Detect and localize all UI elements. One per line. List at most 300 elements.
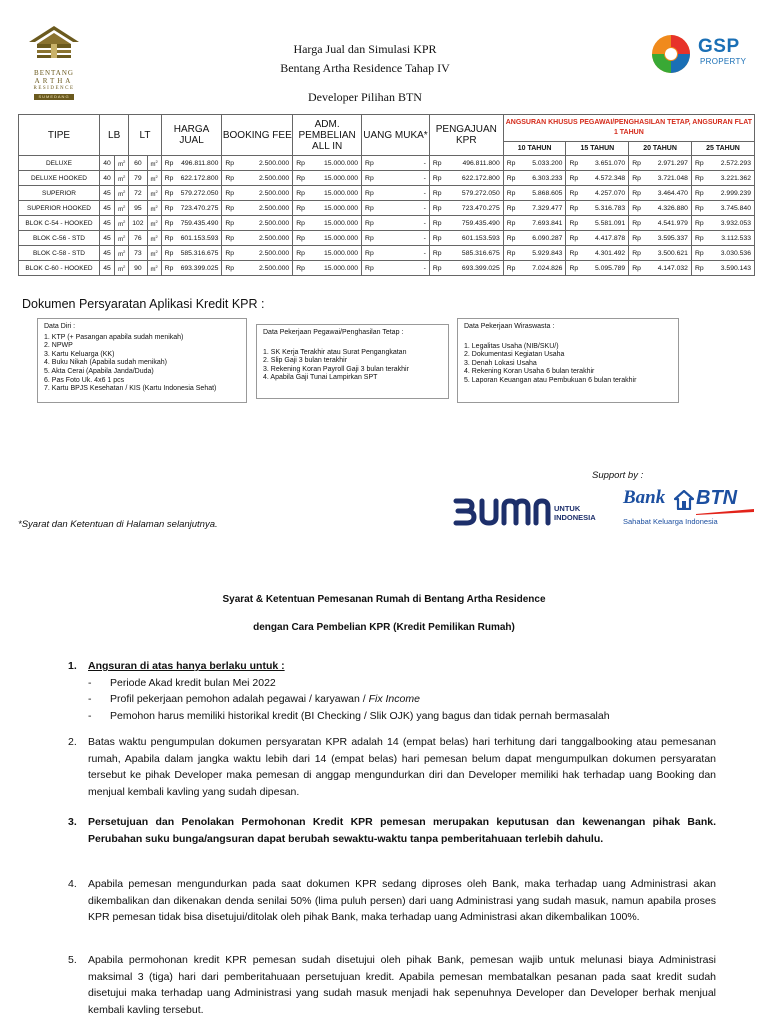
currency-cell: Rp (161, 186, 175, 201)
col-header-uang-muka: UANG MUKA* (362, 115, 430, 156)
table-row (19, 186, 755, 201)
logo-text-sumedang: SUMEDANG (34, 94, 74, 100)
syarat-note: *Syarat dan Ketentuan di Halaman selanjutnya. (18, 519, 218, 530)
table-cell-a10: 6.303.233 (518, 171, 566, 186)
currency-cell: Rp (161, 171, 175, 186)
unit-superscript: 2 (155, 203, 158, 209)
currency-cell: Rp (503, 171, 518, 186)
col-header-harga-jual: HARGA JUAL (161, 115, 222, 156)
table-cell-adm: 15.000.000 (308, 261, 362, 276)
terms-title (0, 589, 768, 639)
table-row (19, 261, 755, 276)
currency-cell: Rp (362, 216, 377, 231)
table-cell-harga: 579.272.050 (175, 186, 222, 201)
house-emblem-icon (25, 24, 83, 64)
unit-cell (147, 261, 161, 276)
currency-cell: Rp (691, 171, 706, 186)
table-cell-a25: 3.932.053 (707, 216, 755, 231)
gsp-property-logo (648, 32, 752, 76)
table-cell-a10: 6.090.287 (518, 231, 566, 246)
table-cell-a25: 3.221.362 (707, 171, 755, 186)
table-cell-adm: 15.000.000 (308, 156, 362, 171)
unit-cell (147, 201, 161, 216)
unit-text: m (118, 266, 124, 273)
table-cell-adm: 15.000.000 (308, 186, 362, 201)
price-table (18, 114, 755, 276)
title-line-2: Bentang Artha Residence Tahap IV (280, 61, 450, 75)
list-item: 2. NPWP (44, 342, 73, 350)
currency-cell: Rp (429, 231, 444, 246)
unit-cell (115, 156, 129, 171)
list-item-text: Pemohon harus memiliki historikal kredit (BI Checking / Slik OJK) yang bagus dan tidak pernah bermasalah (110, 709, 610, 722)
table-cell-tipe: SUPERIOR HOOKED (19, 201, 100, 216)
unit-text: m (118, 206, 124, 213)
table-cell-a25: 2.999.239 (707, 186, 755, 201)
currency-cell: Rp (161, 231, 175, 246)
currency-cell: Rp (293, 186, 308, 201)
table-cell-lb: 45 (99, 201, 114, 216)
bumn-indonesia-text: INDONESIA (554, 513, 596, 522)
table-cell-lt: 90 (129, 261, 147, 276)
list-item: 2. Dokumentasi Kegiatan Usaha (464, 351, 565, 359)
table-cell-dp: - (377, 216, 430, 231)
table-cell-a10: 5.929.843 (518, 246, 566, 261)
unit-superscript: 2 (123, 158, 126, 164)
bumn-untuk-indonesia-logo (452, 493, 612, 529)
currency-cell: Rp (629, 171, 644, 186)
table-cell-lb: 45 (99, 216, 114, 231)
gsp-logo-subtext: PROPERTY (700, 57, 747, 66)
btn-bank-text: Bank (623, 487, 666, 508)
currency-cell: Rp (161, 156, 175, 171)
unit-text: m (150, 191, 156, 198)
document-title-block (200, 40, 530, 107)
list-item: 4. Buku Nikah (Apabila sudah menikah) (44, 359, 167, 367)
table-cell-a25: 3.030.536 (707, 246, 755, 261)
list-item: 4. Rekening Koran Usaha 6 bulan terakhir (464, 368, 595, 376)
table-cell-lb: 40 (99, 156, 114, 171)
term-4 (68, 876, 716, 926)
bumn-wordmark-icon (452, 493, 552, 529)
table-cell-lt: 60 (129, 156, 147, 171)
table-cell-tipe: BLOK C-56 - STD (19, 231, 100, 246)
unit-superscript: 2 (155, 188, 158, 194)
currency-cell: Rp (566, 156, 581, 171)
col-header-lt: LT (129, 115, 161, 156)
table-cell-booking: 2.500.000 (237, 216, 293, 231)
unit-text: m (118, 176, 124, 183)
table-cell-tipe: SUPERIOR (19, 186, 100, 201)
table-cell-lt: 79 (129, 171, 147, 186)
table-cell-adm: 15.000.000 (308, 231, 362, 246)
col-header-tipe: TIPE (19, 115, 100, 156)
unit-superscript: 2 (123, 203, 126, 209)
currency-cell: Rp (566, 201, 581, 216)
currency-cell: Rp (691, 246, 706, 261)
bumn-untuk-text: UNTUK (554, 504, 581, 513)
dash-marker: - (88, 676, 92, 689)
currency-cell: Rp (429, 246, 444, 261)
currency-cell: Rp (629, 261, 644, 276)
table-cell-harga: 496.811.800 (175, 156, 222, 171)
currency-cell: Rp (161, 246, 175, 261)
table-cell-tipe: BLOK C-60 - HOOKED (19, 261, 100, 276)
currency-cell: Rp (362, 186, 377, 201)
unit-superscript: 2 (123, 218, 126, 224)
term-number: 2. (68, 736, 77, 748)
list-item: 2. Slip Gaji 3 bulan terakhir (263, 357, 348, 365)
table-cell-kpr: 585.316.675 (445, 246, 504, 261)
currency-cell: Rp (222, 156, 237, 171)
term-2 (68, 734, 716, 800)
currency-cell: Rp (503, 246, 518, 261)
currency-cell: Rp (691, 201, 706, 216)
list-item: 6. Pas Foto Uk. 4x6 1 pcs (44, 376, 125, 384)
currency-cell: Rp (503, 231, 518, 246)
list-item: 4. Apabila Gaji Tunai Lampirkan SPT (263, 374, 378, 382)
currency-cell: Rp (691, 231, 706, 246)
table-cell-kpr: 622.172.800 (445, 171, 504, 186)
terms-title-line-2: dengan Cara Pembelian KPR (Kredit Pemilikan Rumah) (253, 622, 515, 633)
table-cell-dp: - (377, 201, 430, 216)
table-cell-booking: 2.500.000 (237, 231, 293, 246)
list-item: 1. KTP (+ Pasangan apabila sudah menikah) (44, 333, 184, 341)
table-cell-harga: 622.172.800 (175, 171, 222, 186)
list-item: 1. Legalitas Usaha (NIB/SKU/) (464, 342, 559, 350)
table-cell-a20: 3.464.470 (644, 186, 692, 201)
term-3-text: Persetujuan dan Penolakan Permohonan Kredit KPR pemesan merupakan keputusan dan kewenangan pihak Bank. Perubahan suku bunga/angsuran dapat berubah sewaktu-waktu tanpa pemberitahuaan terlebih dahulu. (88, 816, 716, 845)
currency-cell: Rp (293, 156, 308, 171)
term-1-sublist (88, 675, 716, 725)
data-wiraswasta-title: Data Pekerjaan Wiraswasta : (464, 323, 555, 330)
list-item: 5. Akta Cerai (Apabila Janda/Duda) (44, 367, 154, 375)
term-5 (68, 952, 716, 1018)
unit-cell (147, 216, 161, 231)
term-4-text: Apabila pemesan mengundurkan pada saat dokumen KPR sedang diproses oleh Bank, maka terhadap uang Administrasi akan dikembalikan dan dikenakan denda senilai 50% (lima puluh persen) dari uang Administrasi yang sudah masuk, namun apabila proses KPR pemesan tidak bisa disetujui/ditolak oleh pihak Bank, maka terhadap uang Administrasi akan dikembalikan 100%. (88, 878, 716, 923)
currency-cell: Rp (691, 156, 706, 171)
btn-swoosh-icon (696, 509, 754, 515)
unit-text: m (118, 251, 124, 258)
table-cell-kpr: 579.272.050 (445, 186, 504, 201)
table-cell-a10: 5.868.605 (518, 186, 566, 201)
unit-cell (147, 156, 161, 171)
term-1 (68, 658, 716, 724)
unit-cell (147, 171, 161, 186)
table-cell-lt: 72 (129, 186, 147, 201)
table-cell-a15: 3.651.070 (581, 156, 629, 171)
currency-cell: Rp (293, 261, 308, 276)
unit-superscript: 2 (123, 188, 126, 194)
table-cell-tipe: DELUXE HOOKED (19, 171, 100, 186)
col-header-angsuran-khusus: ANGSURAN KHUSUS PEGAWAI/PENGHASILAN TETAP, ANGSURAN FLAT 1 TAHUN (503, 115, 754, 142)
bank-btn-logo (620, 487, 760, 531)
table-cell-lb: 40 (99, 171, 114, 186)
logo-text-artha: ARTHA (34, 77, 74, 85)
unit-cell (115, 261, 129, 276)
currency-cell: Rp (293, 201, 308, 216)
table-cell-a20: 4.541.979 (644, 216, 692, 231)
currency-cell: Rp (293, 216, 308, 231)
table-cell-a25: 3.112.533 (707, 231, 755, 246)
term-number: 1. (68, 660, 77, 672)
currency-cell: Rp (566, 246, 581, 261)
dash-marker: - (88, 709, 92, 722)
currency-cell: Rp (629, 156, 644, 171)
unit-text: m (118, 161, 124, 168)
unit-superscript: 2 (155, 158, 158, 164)
table-cell-kpr: 601.153.593 (445, 231, 504, 246)
unit-text: m (150, 251, 156, 258)
btn-tagline: Sahabat Keluarga Indonesia (623, 517, 718, 526)
table-cell-lb: 45 (99, 186, 114, 201)
currency-cell: Rp (161, 201, 175, 216)
term-number: 4. (68, 878, 77, 890)
unit-text: m (150, 221, 156, 228)
table-row (19, 171, 755, 186)
table-cell-kpr: 723.470.275 (445, 201, 504, 216)
data-pegawai-title: Data Pekerjaan Pegawai/Penghasilan Tetap : (263, 329, 404, 336)
col-header-lb: LB (99, 115, 128, 156)
table-cell-harga: 759.435.490 (175, 216, 222, 231)
table-cell-a25: 2.572.293 (707, 156, 755, 171)
unit-text: m (150, 176, 156, 183)
list-item: 3. Denah Lokasi Usaha (464, 359, 537, 367)
unit-superscript: 2 (155, 173, 158, 179)
currency-cell: Rp (566, 261, 581, 276)
unit-text: m (118, 191, 124, 198)
data-diri-box (37, 318, 247, 403)
currency-cell: Rp (429, 261, 444, 276)
list-item: 1. SK Kerja Terakhir atau Surat Pengangkatan (263, 348, 407, 356)
support-label: Support by : (592, 470, 644, 481)
table-cell-harga: 693.399.025 (175, 261, 222, 276)
currency-cell: Rp (362, 246, 377, 261)
table-cell-a20: 2.971.297 (644, 156, 692, 171)
col-header-tenor-20: 20 TAHUN (629, 142, 692, 156)
table-row (19, 246, 755, 261)
currency-cell: Rp (222, 186, 237, 201)
table-cell-dp: - (377, 246, 430, 261)
table-cell-adm: 15.000.000 (308, 201, 362, 216)
table-header-row (19, 115, 755, 142)
unit-cell (115, 216, 129, 231)
table-cell-a20: 3.500.621 (644, 246, 692, 261)
col-header-pengajuan-kpr: PENGAJUAN KPR (429, 115, 503, 156)
term-number: 5. (68, 954, 77, 966)
table-cell-adm: 15.000.000 (308, 171, 362, 186)
terms-title-line-1: Syarat & Ketentuan Pemesanan Rumah di Bentang Artha Residence (222, 594, 546, 605)
price-table-body (19, 156, 755, 276)
currency-cell: Rp (566, 231, 581, 246)
unit-cell (147, 186, 161, 201)
data-diri-title: Data Diri : (44, 323, 76, 330)
col-header-booking-fee: BOOKING FEE (222, 115, 293, 156)
gsp-logo-text: GSP (698, 36, 740, 57)
currency-cell: Rp (222, 246, 237, 261)
list-item: 5. Laporan Keuangan atau Pembukuan 6 bulan terakhir (464, 376, 637, 384)
table-cell-a20: 4.326.880 (644, 201, 692, 216)
unit-superscript: 2 (123, 263, 126, 269)
currency-cell: Rp (503, 186, 518, 201)
table-cell-dp: - (377, 231, 430, 246)
currency-cell: Rp (429, 201, 444, 216)
currency-cell: Rp (222, 261, 237, 276)
currency-cell: Rp (293, 231, 308, 246)
table-cell-a15: 5.581.091 (581, 216, 629, 231)
table-cell-adm: 15.000.000 (308, 216, 362, 231)
currency-cell: Rp (566, 186, 581, 201)
table-cell-a15: 4.572.348 (581, 171, 629, 186)
currency-cell: Rp (222, 231, 237, 246)
currency-cell: Rp (566, 171, 581, 186)
unit-cell (147, 231, 161, 246)
btn-house-icon (674, 490, 694, 510)
unit-superscript: 2 (123, 248, 126, 254)
table-cell-harga: 585.316.675 (175, 246, 222, 261)
term-5-text: Apabila permohonan kredit KPR pemesan sudah disetujui oleh pihak Bank, pemesan wajib untuk melunasi biaya Administrasi maksimal 3 (tiga) hari dari pemberitahuaan persetujuan kredit. Apabila pemesan membatalkan pesanan pada saat kredit sudah disetujui maka terhadap uang Administrasi yang sudah masuk menjadi hak sepenuhnya Developer dan Developer berhak menjual kembali kavling tersebut. (88, 954, 716, 1016)
table-cell-lb: 45 (99, 231, 114, 246)
title-line-1: Harga Jual dan Simulasi KPR (293, 42, 437, 56)
table-cell-adm: 15.000.000 (308, 246, 362, 261)
gsp-swirl-icon (648, 32, 694, 76)
currency-cell: Rp (429, 156, 444, 171)
col-header-adm: ADM. PEMBELIAN ALL IN (293, 115, 362, 156)
table-cell-dp: - (377, 156, 430, 171)
table-row (19, 201, 755, 216)
currency-cell: Rp (629, 231, 644, 246)
table-cell-a15: 5.316.783 (581, 201, 629, 216)
table-cell-lt: 73 (129, 246, 147, 261)
unit-superscript: 2 (123, 173, 126, 179)
currency-cell: Rp (293, 171, 308, 186)
list-item: 3. Kartu Keluarga (KK) (44, 350, 115, 358)
unit-superscript: 2 (155, 248, 158, 254)
unit-text: m (118, 221, 124, 228)
table-cell-booking: 2.500.000 (237, 171, 293, 186)
unit-cell (147, 246, 161, 261)
currency-cell: Rp (691, 186, 706, 201)
table-cell-booking: 2.500.000 (237, 201, 293, 216)
data-pegawai-box (256, 324, 449, 399)
table-cell-dp: - (377, 261, 430, 276)
currency-cell: Rp (691, 216, 706, 231)
currency-cell: Rp (691, 261, 706, 276)
unit-cell (115, 171, 129, 186)
table-row (19, 156, 755, 171)
currency-cell: Rp (293, 246, 308, 261)
unit-superscript: 2 (155, 263, 158, 269)
btn-text: BTN (696, 487, 738, 509)
list-item (88, 691, 716, 708)
bentang-artha-logo (22, 24, 86, 100)
term-1-heading: Angsuran di atas hanya berlaku untuk : (88, 660, 285, 672)
currency-cell: Rp (222, 171, 237, 186)
unit-text: m (150, 236, 156, 243)
currency-cell: Rp (161, 261, 175, 276)
table-cell-harga: 723.470.275 (175, 201, 222, 216)
table-cell-tipe: BLOK C-58 - STD (19, 246, 100, 261)
table-cell-lt: 102 (129, 216, 147, 231)
table-cell-kpr: 693.399.025 (445, 261, 504, 276)
unit-superscript: 2 (155, 218, 158, 224)
currency-cell: Rp (629, 216, 644, 231)
table-cell-lb: 45 (99, 261, 114, 276)
table-cell-lt: 95 (129, 201, 147, 216)
table-cell-a10: 7.024.826 (518, 261, 566, 276)
currency-cell: Rp (222, 201, 237, 216)
currency-cell: Rp (362, 171, 377, 186)
table-cell-booking: 2.500.000 (237, 246, 293, 261)
table-cell-booking: 2.500.000 (237, 261, 293, 276)
table-cell-a15: 4.257.070 (581, 186, 629, 201)
list-item: 7. Kartu BPJS Kesehatan / KIS (Kartu Indonesia Sehat) (44, 385, 217, 393)
list-item-italic: Fix Income (368, 693, 420, 705)
logo-text-residence: RESIDENCE (33, 86, 75, 91)
unit-text: m (118, 236, 124, 243)
unit-cell (115, 246, 129, 261)
title-line-3: Developer Pilihan BTN (308, 90, 422, 104)
list-item (88, 708, 716, 725)
table-cell-a25: 3.745.840 (707, 201, 755, 216)
currency-cell: Rp (429, 171, 444, 186)
currency-cell: Rp (629, 246, 644, 261)
list-item-text: Profil pekerjaan pemohon adalah pegawai / karyawan / (110, 693, 369, 705)
currency-cell: Rp (503, 156, 518, 171)
unit-cell (115, 231, 129, 246)
table-cell-a20: 3.721.048 (644, 171, 692, 186)
currency-cell: Rp (161, 216, 175, 231)
table-cell-a10: 7.693.841 (518, 216, 566, 231)
term-2-text: Batas waktu pengumpulan dokumen persyaratan KPR adalah 14 (empat belas) hari terhitung dari tanggalbooking atau pemesanan rumah, Apabila dalam jangka waktu lebih dari 14 (empat belas) hari pemesan belum dapat mengumpulkan dokumen persyaratan tersebut ke pihak Developer maka pemesan di anggap mengundurkan diri dan Developer memiliki hak terhadap uang Booking dan menjual kembali kavling yang sudah dipesan. (88, 736, 716, 798)
unit-text: m (150, 266, 156, 273)
col-header-tenor-15: 15 TAHUN (566, 142, 629, 156)
dash-marker: - (88, 693, 92, 705)
currency-cell: Rp (629, 186, 644, 201)
table-cell-a20: 4.147.032 (644, 261, 692, 276)
table-cell-a10: 5.033.200 (518, 156, 566, 171)
list-item (88, 675, 716, 692)
table-cell-kpr: 759.435.490 (445, 216, 504, 231)
table-cell-a15: 4.417.878 (581, 231, 629, 246)
currency-cell: Rp (503, 216, 518, 231)
dokumen-title: Dokumen Persyaratan Aplikasi Kredit KPR : (22, 297, 265, 311)
currency-cell: Rp (362, 261, 377, 276)
table-cell-booking: 2.500.000 (237, 186, 293, 201)
table-cell-a10: 7.329.477 (518, 201, 566, 216)
col-header-tenor-10: 10 TAHUN (503, 142, 566, 156)
currency-cell: Rp (362, 231, 377, 246)
currency-cell: Rp (503, 261, 518, 276)
list-item: 3. Rekening Koran Payroll Gaji 3 bulan terakhir (263, 365, 409, 373)
term-3 (68, 814, 716, 847)
table-cell-a25: 3.590.143 (707, 261, 755, 276)
col-header-tenor-25: 25 TAHUN (691, 142, 754, 156)
currency-cell: Rp (362, 156, 377, 171)
unit-superscript: 2 (123, 233, 126, 239)
table-cell-lt: 76 (129, 231, 147, 246)
table-cell-booking: 2.500.000 (237, 156, 293, 171)
unit-text: m (150, 206, 156, 213)
table-cell-harga: 601.153.593 (175, 231, 222, 246)
logo-text-bentang: BENTANG (34, 69, 74, 77)
table-cell-a20: 3.595.337 (644, 231, 692, 246)
table-cell-lb: 45 (99, 246, 114, 261)
table-cell-a15: 4.301.492 (581, 246, 629, 261)
unit-cell (115, 201, 129, 216)
table-cell-tipe: DELUXE (19, 156, 100, 171)
table-cell-a15: 5.095.789 (581, 261, 629, 276)
currency-cell: Rp (222, 216, 237, 231)
